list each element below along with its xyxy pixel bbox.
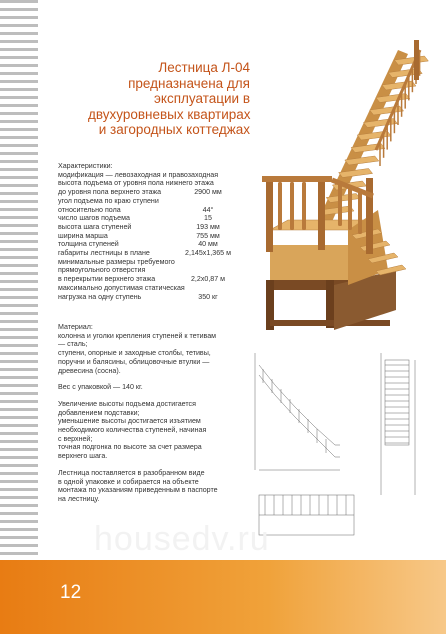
technical-drawings [245,345,430,540]
height-line: верхнего шага. [58,452,108,461]
spec-row [58,293,243,302]
title-line: и загородных коттеджах [98,122,250,137]
watermark: housedv.ru [94,520,270,558]
height-line: с верхней; [58,434,93,443]
spec-row [58,232,243,241]
material-line: — сталь; [58,340,88,349]
spec-value: 2,2х0,87 м [190,275,226,284]
delivery-paragraph [58,469,243,504]
material-line: ступени, опорные и заходные столбы, тетивы, [58,349,211,358]
height-line: точная подгонка по высоте за счет размера [58,443,202,452]
title-line: Лестница Л-04 [158,60,250,75]
title-line: эксплуатации в [154,91,250,106]
title-line: предназначена для [128,75,250,91]
spec-value: 2900 мм [194,188,222,197]
spec-row [58,171,243,180]
spec-row [58,258,243,267]
spec-value [214,179,243,188]
spec-value: 40 мм [198,240,218,249]
delivery-line: на лестницу. [58,494,100,503]
spec-row [58,266,243,275]
spec-label: относительно пола [58,205,121,214]
spec-row [58,214,243,223]
page-title [88,60,250,138]
specs-heading: Характеристики: [58,162,113,170]
spec-label: угол подъема по краю ступени [58,196,159,205]
spec-label: нагрузка на одну ступень [58,292,142,301]
spec-value: 44° [202,205,214,214]
spec-label: габариты лестницы в плане [58,249,150,258]
spec-row [58,188,243,197]
spec-row [58,179,243,188]
height-line: уменьшение высоты достигается изъятием [58,417,201,426]
spec-label: число шагов подъема [58,214,130,223]
spec-label: минимальные размеры требуемого [58,257,175,266]
delivery-line: Лестница поставляется в разобранном виде [58,468,205,477]
spec-value: 193 мм [196,222,220,231]
spec-row [58,223,243,232]
material-line: Материал: [58,323,93,331]
material-line: древесина (сосна). [58,366,121,375]
spec-value [173,197,243,206]
delivery-line: в одной упаковке и собирается на объекте [58,477,199,486]
spec-label: высота шага ступеней [58,222,132,231]
height-line: необходимого количества ступеней, начиная [58,426,207,435]
spec-label: максимально допустимая статическая [58,283,185,292]
material-paragraph [58,323,243,375]
delivery-line: монтажа по указаниям приведенным в паспорте [58,486,218,495]
spec-label: толщина ступеней [58,240,119,249]
title-line: двухуровневых квартирах [88,106,251,122]
spec-label: высота подъема от уровня пола нижнего этажа [58,179,214,188]
spec-value: 15 [204,214,212,223]
spec-row [58,284,243,293]
spec-label: в перекрытии верхнего этажа [58,275,156,284]
staircase-illustration [248,30,438,350]
spec-value: 2,145х1,365 м [185,249,231,258]
spec-row [58,206,243,215]
page-number: 12 [60,582,82,603]
spec-value: 755 мм [196,231,220,240]
spec-row [58,275,243,284]
specifications-block [58,162,243,301]
spec-row [58,249,243,258]
spec-value: 350 кг [198,292,218,301]
spec-label: прямоугольного отверстия [58,266,146,275]
upper-flight [318,40,428,226]
spec-value [175,258,243,267]
height-paragraph [58,400,243,461]
height-line: Увеличение высоты подъема достигается [58,399,196,408]
material-line: колонна и уголки крепления ступеней к тетивам [58,331,217,340]
spec-row [58,197,243,206]
spec-label: до уровня пола верхнего этажа [58,188,162,197]
spec-row [58,240,243,249]
spec-label: ширина марша [58,231,108,240]
spec-value [218,171,243,180]
decorative-stripes [0,0,38,560]
spec-label: модификация — левозаходная и правозаходная [58,170,219,179]
spec-value [185,284,243,293]
height-line: добавлением подставки; [58,408,140,417]
weight-paragraph: Вес с упаковкой — 140 кг. [58,383,143,392]
spec-value [173,266,243,275]
material-line: поручни и балясины, облицовочные втулки — [58,357,210,366]
notes-block [58,323,243,512]
